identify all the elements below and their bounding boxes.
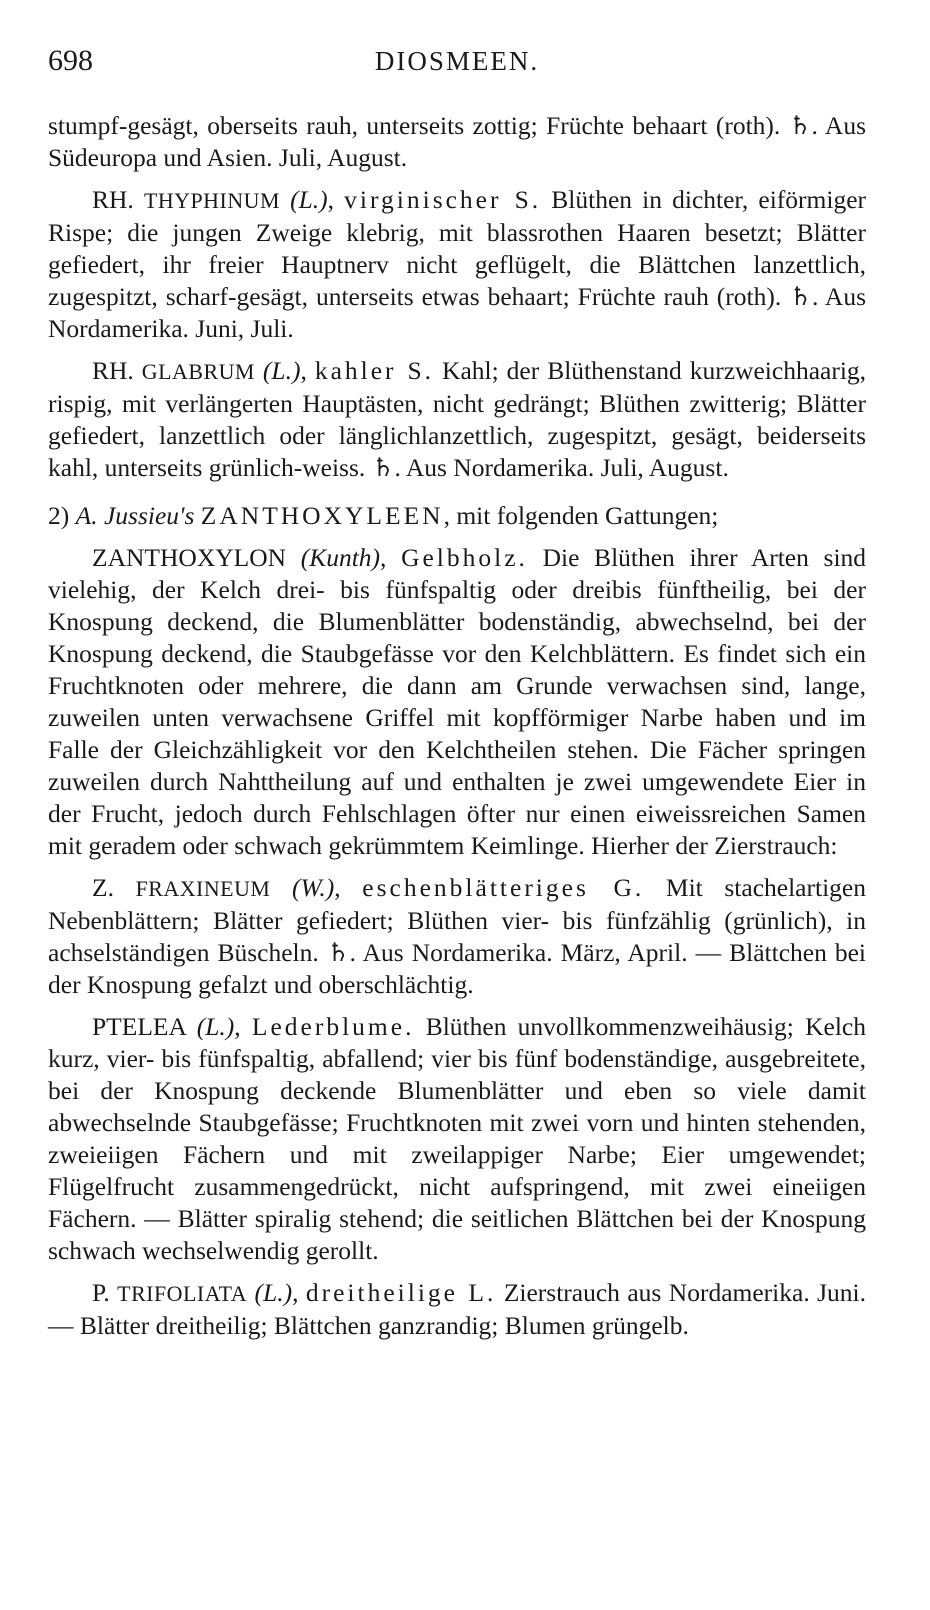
description-text: Kahl; der Blüthenstand kurzweichhaarig, rispig, mit verlängerten Hauptästen, nicht gedrängt; Blüthen zwitterig; Blätter gefiedert, lanzettlich oder länglichlanzettlich, zugespitzt, gesägt, beiderseits kahl, unterseits grünlich-weiss. ♄. Aus Nordamerika. Juli, August. <box>48 356 867 482</box>
page-number: 698 <box>48 44 93 77</box>
genus-entry-zanthoxylon: ZANTHOXYLON (Kunth), Gelbholz. Die Blüthen ihrer Arten sind vielehig, der Kelch drei- bis fünfspaltig oder dreibis fünftheilig, bei der Knospung deckend, die Blumenblätter bodenständig, abwechselnd, bei der Knospung deckend, die Staubgefässe vor den Kelchblättern. Es findet sich ein Fruchtknoten oder mehrere, die dann am Grunde verwachsen sind, lange, zuweilen unten verwachsene Griffel mit kopfförmiger Narbe haben und im Falle der Gleichzähligkeit vor den Kelchtheilen stehen. Die Fächer springen zuweilen durch Nahttheilung auf und enthalten je zwei umgewendete Eier in der Frucht, jedoch durch Fehlschlagen öfter nur einen eiweissreichen Samen mit geradem oder schwach gekrümmtem Keimlinge. Hierher der Zierstrauch: <box>48 543 867 860</box>
species-name: GLABRUM <box>141 359 255 384</box>
common-name: kahler S. <box>314 356 435 385</box>
genus-name: PTELEA <box>92 1012 186 1041</box>
description-text: Blüthen unvollkommenzweihäusig; Kelch kurz, vier- bis fünfspaltig, abfallend; vier bis fünf bodenständige, ausgebreitete, bei der Knospung deckende Blumenblätter und eben so viele damit abwechselnde Staubgefässe; Fruchtknoten mit zwei vorn und hinten stehenden, zweieiigen Fächern und mit zweilappiger Narbe; Eier umgewendet; Flügelfrucht zusammengedrückt, nicht aufspringend, mit zwei eineiigen Fächern. — Blätter spiralig stehend; die seitlichen Blättchen bei der Knospung schwach wechselwendig gerollt. <box>48 1012 867 1265</box>
family-suffix: , mit folgenden Gattungen; <box>443 501 719 530</box>
species-name: FRAXINEUM <box>135 876 271 901</box>
family-authority: A. Jussieu's <box>75 501 195 530</box>
section-number: 2) <box>48 501 70 530</box>
genus-abbrev: RH. <box>92 356 134 385</box>
genus-abbrev: P. <box>92 1278 110 1307</box>
description-text: Blüthen in dichter, eiförmiger Rispe; die jungen Zweige klebrig, mit blassrothen Haaren besetzt; Blätter gefiedert, ihr freier Hauptnerv nicht geflügelt, die Blättchen lanzettlich, zugespitzt, scharf-gesägt, unterseits etwas behaart; Früchte rauh (roth). ♄. Aus Nordamerika. Juni, Juli. <box>48 185 867 343</box>
author-citation: (L.) <box>290 185 328 214</box>
author-citation: (L.) <box>262 356 301 385</box>
author-citation: (L.) <box>254 1278 293 1307</box>
species-entry-p-trifoliata: P. TRIFOLIATA (L.), dreitheilige L. Zierstrauch aus Nordamerika. Juni. — Blätter dreitheilig; Blättchen ganzrandig; Blumen grüngelb. <box>48 1278 867 1340</box>
species-entry-z-fraxineum: Z. FRAXINEUM (W.), eschenblätteriges G. Mit stachelartigen Nebenblättern; Blätter gefiedert; Blüthen vier- bis fünfzählig (grünlich), in achselständigen Büscheln. ♄. Aus Nordamerika. März, April. — Blättchen bei der Knospung gefalzt und oberschlächtig. <box>48 873 866 999</box>
common-name: Gelbholz. <box>401 543 528 572</box>
paragraph-continuation <box>48 110 866 174</box>
species-name: THYPHINUM <box>143 188 280 213</box>
species-name: TRIFOLIATA <box>117 1281 248 1306</box>
species-entry-rhus-typhinum: RH. THYPHINUM (L.), virginischer S. Blüthen in dichter, eiförmiger Rispe; die jungen Zweige klebrig, mit blassrothen Haaren besetzt; Blätter gefiedert, ihr freier Hauptnerv nicht geflügelt, die Blättchen lanzettlich, zugespitzt, scharf-gesägt, unterseits etwas behaart; Früchte rauh (roth). ♄. Aus Nordamerika. Juni, Juli. <box>48 185 867 343</box>
genus-abbrev: Z. <box>92 873 114 902</box>
author-citation: (L.) <box>196 1012 235 1041</box>
description-text: Mit stachelartigen Nebenblättern; Blätter gefiedert; Blüthen vier- bis fünfzählig (grünlich), in achselständigen Büscheln. ♄. Aus Nordamerika. März, April. — Blättchen bei der Knospung gefalzt und oberschlächtig. <box>48 873 866 999</box>
description-text: Zierstrauch aus Nordamerika. Juni. — Blätter dreitheilig; Blättchen ganzrandig; Blumen grüngelb. <box>48 1278 867 1340</box>
genus-abbrev: RH. <box>92 185 134 214</box>
species-entry-rhus-glabrum: RH. GLABRUM (L.), kahler S. Kahl; der Blüthenstand kurzweichhaarig, rispig, mit verlängerten Hauptästen, nicht gedrängt; Blüthen zwitterig; Blätter gefiedert, lanzettlich oder länglichlanzettlich, zugespitzt, gesägt, beiderseits kahl, unterseits grünlich-weiss. ♄. Aus Nordamerika. Juli, August. <box>48 356 867 482</box>
genus-name: ZANTHOXYLON <box>92 543 287 572</box>
body-text <box>48 110 866 1352</box>
common-name: Lederblume. <box>251 1012 415 1041</box>
running-title: DIOSMEEN. <box>374 46 540 76</box>
family-name: ZANTHOXYLEEN <box>200 501 444 530</box>
page-header <box>48 44 866 84</box>
common-name: virginischer S. <box>344 185 542 214</box>
family-heading <box>48 500 866 532</box>
author-citation: (Kunth) <box>300 543 381 572</box>
common-name: dreitheilige L. <box>305 1278 497 1307</box>
genus-entry-ptelea: PTELEA (L.), Lederblume. Blüthen unvollkommenzweihäusig; Kelch kurz, vier- bis fünfspaltig, abfallend; vier bis fünf bodenständige, ausgebreitete, bei der Knospung deckende Blumenblätter und eben so viele damit abwechselnde Staubgefässe; Fruchtknoten mit zwei vorn und hinten stehenden, zweieiigen Fächern und mit zweilappiger Narbe; Eier umgewendet; Flügelfrucht zusammengedrückt, nicht aufspringend, mit zwei eineiigen Fächern. — Blätter spiralig stehend; die seitlichen Blättchen bei der Knospung schwach wechselwendig gerollt. <box>48 1012 867 1265</box>
paragraph-text: stumpf-gesägt, oberseits rauh, unterseits zottig; Früchte behaart (roth). ♄. Aus Südeuropa und Asien. Juli, August. <box>48 111 866 172</box>
description-text: Die Blüthen ihrer Arten sind vielehig, der Kelch drei- bis fünfspaltig oder dreibis fünftheilig, bei der Knospung deckend, die Blumenblätter bodenständig, abwechselnd, bei der Knospung deckend, die Staubgefässe vor den Kelchblättern. Es findet sich ein Fruchtknoten oder mehrere, die dann am Grunde verwachsen sind, lange, zuweilen unten verwachsene Griffel mit kopfförmiger Narbe haben und im Falle der Gleichzähligkeit vor den Kelchtheilen stehen. Die Fächer springen zuweilen durch Nahttheilung auf und enthalten je zwei umgewendete Eier in der Frucht, jedoch durch Fehlschlagen öfter nur einen eiweissreichen Samen mit geradem oder schwach gekrümmtem Keimlinge. Hierher der Zierstrauch: <box>48 543 867 860</box>
author-citation: (W.) <box>292 873 335 902</box>
common-name: eschenblätteriges G. <box>362 873 645 902</box>
